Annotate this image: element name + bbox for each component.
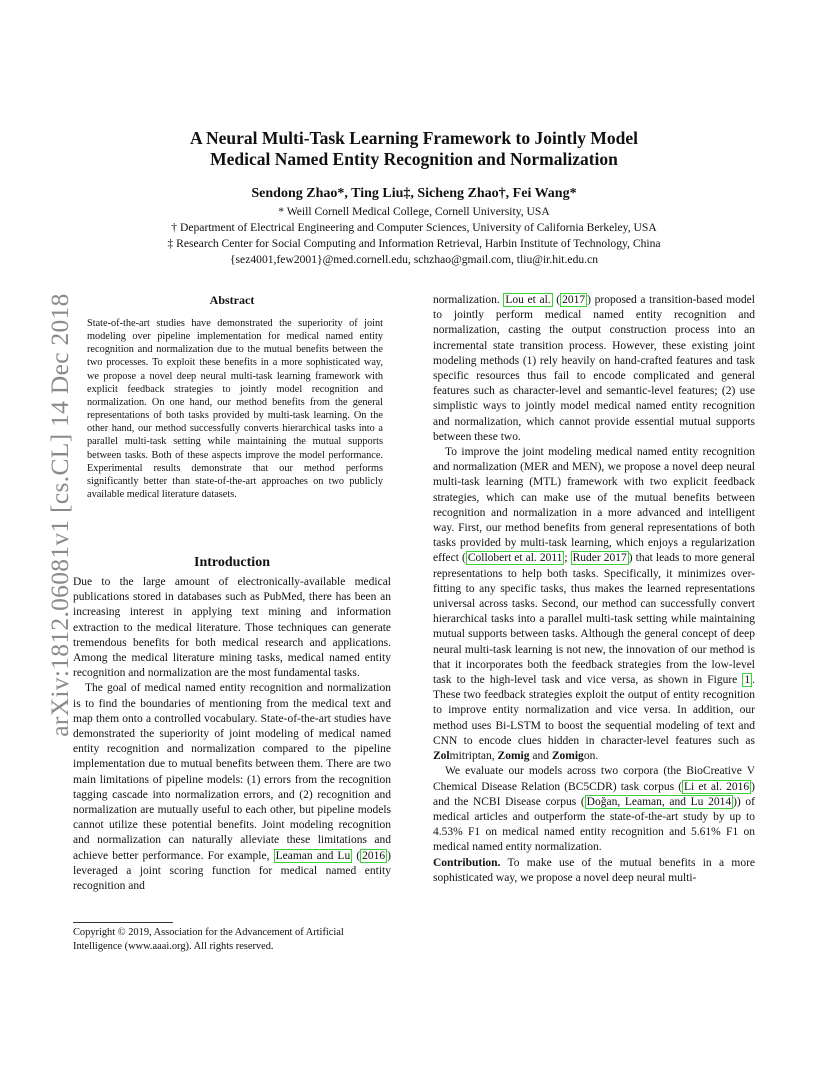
citation-link[interactable]: Li et al. 2016 <box>684 780 750 793</box>
citation-link[interactable]: Lou et al. <box>505 294 551 306</box>
left-column-text <box>73 575 391 894</box>
introduction-heading: Introduction <box>194 555 270 570</box>
affiliation-1: * Weill Cornell Medical College, Cornell University, USA <box>278 205 550 218</box>
affiliation-2: † Department of Electrical Engineering and Computer Sciences, University of California Berkeley, USA <box>171 221 657 234</box>
intro-paragraph-1: Due to the large amount of electronically-available medical publications stored in databases such as PubMed, there has been an increasing interest in applying text mining and information extraction to the medical literature. Those techniques can generate tremendous benefits for both medical research and applications. Among the medical literature mining tasks, medical named entity recognition and normalization are the most fundamental tasks. <box>73 576 391 680</box>
right-paragraph-1: normalization. Lou et al. ( 2017 ) proposed a transition-based model to jointly perform medical named entity recognition and normalization, casting the output construction process into an incremental state transition process. However, these existing joint modeling methods (1) rely heavily on hand-crafted features and task specific resources thus fail to encode complicated and general features such as character-level and semantic-level features; (2) use simplistic ways to jointly model medical named entity recognition and normalization, which cannot provide essential mutual supports between these two. <box>433 294 755 443</box>
citation-link[interactable]: Leaman and Lu <box>275 849 351 862</box>
citation-link[interactable]: 2016 <box>362 849 386 862</box>
figure-link[interactable]: 1 <box>744 674 751 687</box>
right-paragraph-2: To improve the joint modeling medical named entity recognition and normalization (MER and MEN), we propose a novel deep neural multi-task learning (MTL) framework with two explicit feedback strategies, which can make use of the mutual benefits between recognition and normalization in a more advanced and intelligent way. First, our method benefits from general representations of both tasks provided by multi-task learning, which enjoys a regularization effect ( Collobert et al. 2011 ; Ruder 2017 ) that leads to more general representations to help both tasks. Specifically, it minimizes over-fitting to any specific tasks, thus makes the learned representations universal across tasks. Second, our method can successfully convert hierarchical tasks into a parallel multi-task setting while maintaining mutual supports between tasks. Although the general concept of deep neural multi-task learning is not new, the innovation of our method is that it incorporates both the feedback strategies from the low-level task to the high-level task and vice versa, as shown in Figure 1 . These two feedback strategies exploit the output of entity recognition to improve entity normalization and vice versa. In addition, our method uses Bi-LSTM to boost the sequential modeling of text and CNN to encode clues hidden in character-level features such as Zolmitriptan, Zomig and Zomigon. <box>433 446 756 763</box>
contribution-paragraph: Contribution. To make use of the mutual benefits in a more sophisticated way, we propose a novel deep neural multi- <box>433 856 756 884</box>
citation-link[interactable]: 2017 <box>562 294 586 306</box>
abstract-heading: Abstract <box>209 293 255 307</box>
citation-link[interactable]: Doğan, Leaman, and Lu 2014 <box>586 795 732 808</box>
footnote-rule <box>73 922 173 923</box>
intro-paragraph-2: The goal of medical named entity recognition and normalization is to find the boundaries of mentioning from the medical text and map them onto a controlled vocabulary. State-of-the-art studies have demonstrated the superiority of joint modeling of medical named entity recognition and normalization compared to the pipeline implementation due to mutual benefits between them. There are two main limitations of pipeline models: (1) errors from the recognition tagging cascade into normalization errors, and (2) recognition and normalization are mutually useful to each other, but pipeline models cannot utilize these potential benefits. Joint modeling recognition and normalization can naturally alleviate these limitations and achieve better performance. For example, Leaman and Lu ( 2016 ) leveraged a joint scoring function for medical named entity recognition and <box>73 682 391 893</box>
affiliation-3: ‡ Research Center for Social Computing and Information Retrieval, Harbin Institute of Technology, China <box>167 237 661 250</box>
paper-title: A Neural Multi-Task Learning Framework to Jointly Model Medical Named Entity Recognition and Normalization <box>189 128 639 169</box>
copyright-footnote: Copyright © 2019, Association for the Advancement of Artificial Intelligence (www.aaai.org). All rights reserved. <box>73 927 344 952</box>
author-list: Sendong Zhao*, Ting Liu‡, Sicheng Zhao†, Fei Wang* <box>251 186 577 201</box>
right-paragraph-3: We evaluate our models across two corpora (the BioCreative V Chemical Disease Relation (BC5CDR) task corpus ( Li et al. 2016 ) and the NCBI Disease corpus ( Doğan, Leaman, and Lu 2014 )) of medical articles and outperform the state-of-the-art study by up to 4.53% F1 on medical named entity recognition and 5.61% F1 on medical named entity normalization. <box>433 765 755 854</box>
abstract-body: State-of-the-art studies have demonstrated the superiority of joint modeling over pipeline implementation for medical named entity recognition and normalization due to the mutual benefits between the two processes. To exploit these benefits in a more sophisticated way, we propose a novel deep neural multi-task learning framework with explicit feedback strategies to jointly model recognition and normalization. On one hand, our method benefits from the general representations of both tasks provided by multi-task learning. On the other hand, our method successfully converts hierarchical tasks into a parallel multi-task setting while maintaining the mutual supports between tasks. Both of these aspects improve the model performance. Experimental results demonstrate that our method performs significantly better than state-of-the-art approaches on two publicly available medical literature datasets. <box>87 318 383 501</box>
citation-link[interactable]: Ruder 2017 <box>572 552 627 565</box>
arxiv-side-label: arXiv:1812.06081v1 [cs.CL] 14 Dec 2018 <box>45 293 74 737</box>
author-emails: {sez4001,few2001}@med.cornell.edu, schzhao@gmail.com, tliu@ir.hit.edu.cn <box>229 253 599 266</box>
citation-link[interactable]: Collobert et al. 2011 <box>467 552 563 565</box>
right-column-text <box>433 293 755 886</box>
